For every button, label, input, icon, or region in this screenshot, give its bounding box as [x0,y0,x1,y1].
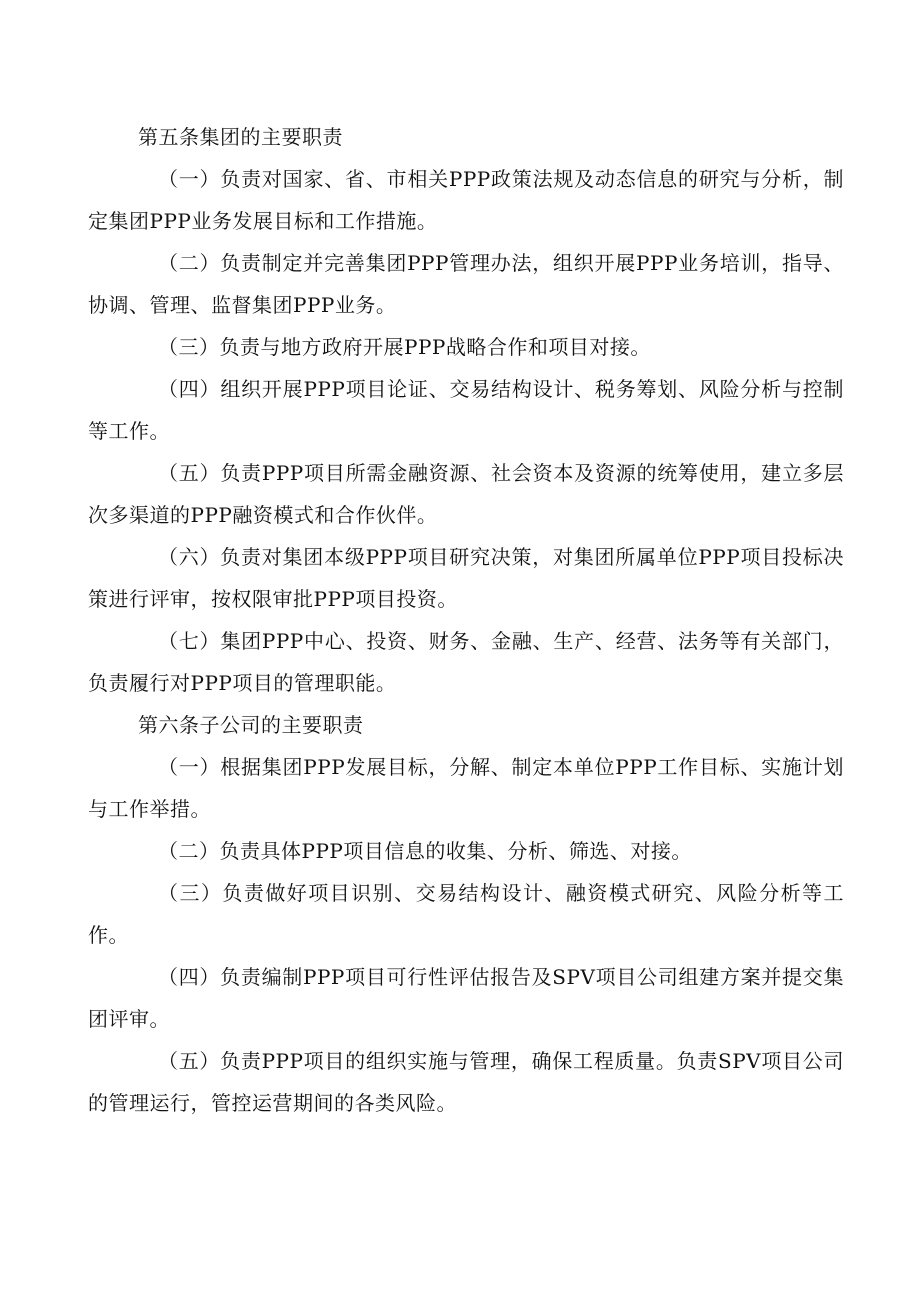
article-6-item-5: （五）负责PPP项目的组织实施与管理，确保工程质量。负责SPV项目公司的管理运行，管控运营期间的各类风险。 [88,1049,844,1115]
article-5-item-3: （三）负责与地方政府开展PPP战略合作和项目对接。 [158,335,651,359]
section-heading-article-5: 第五条集团的主要职责 [138,125,343,149]
article-5-item-7: （七）集团PPP中心、投资、财务、金融、生产、经营、法务等有关部门，负责履行对PPP项目的管理职能。 [88,629,844,695]
article-5-item-4: （四）组织开展PPP项目论证、交易结构设计、税务筹划、风险分析与控制等工作。 [88,377,844,443]
article-5-item-1: （一）负责对国家、省、市相关PPP政策法规及动态信息的研究与分析，制定集团PPP业务发展目标和工作措施。 [88,167,844,233]
article-6-item-4: （四）负责编制PPP项目可行性评估报告及SPV项目公司组建方案并提交集团评审。 [88,965,844,1031]
document-body [88,116,844,1124]
article-6-item-2: （二）负责具体PPP项目信息的收集、分析、筛选、对接。 [158,839,692,863]
article-5-item-6: （六）负责对集团本级PPP项目研究决策，对集团所属单位PPP项目投标决策进行评审，按权限审批PPP项目投资。 [88,545,844,611]
section-heading-article-6: 第六条子公司的主要职责 [138,713,364,737]
article-6-item-1: （一）根据集团PPP发展目标，分解、制定本单位PPP工作目标、实施计划与工作举措。 [88,755,844,821]
article-5-item-2: （二）负责制定并完善集团PPP管理办法，组织开展PPP业务培训，指导、协调、管理、监督集团PPP业务。 [88,251,844,317]
article-5-item-5: （五）负责PPP项目所需金融资源、社会资本及资源的统筹使用，建立多层次多渠道的PPP融资模式和合作伙伴。 [88,461,844,527]
article-6-item-3: （三）负责做好项目识别、交易结构设计、融资模式研究、风险分析等工作。 [88,881,844,947]
